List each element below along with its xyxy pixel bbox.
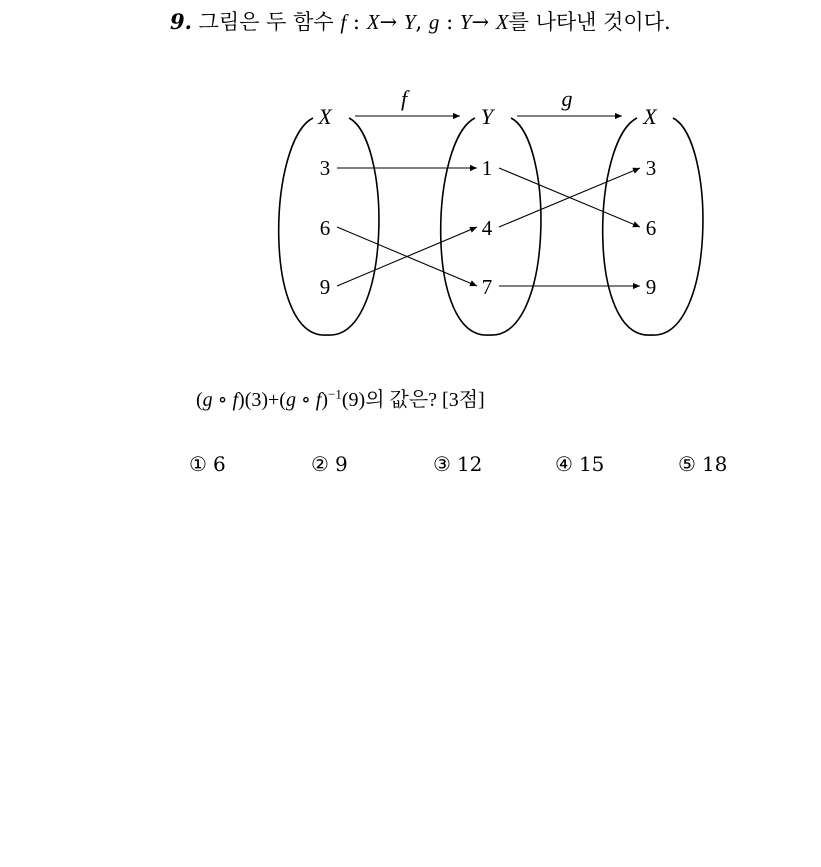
stem-x-1: X (366, 10, 380, 34)
stem-y-1: Y (403, 10, 416, 34)
stem-arrow-2: → (471, 10, 490, 34)
choice-2[interactable] (311, 452, 348, 476)
points-label: [3점] (442, 389, 485, 411)
choice-1-marker: ① (189, 452, 207, 476)
stem-comma: , (415, 10, 423, 34)
set-y-label: Y (480, 104, 494, 129)
expr-f-2: f (315, 389, 322, 411)
choice-3-marker: ③ (433, 452, 451, 476)
question-intro: 그림은 두 함수 (198, 10, 334, 34)
stem-colon-2: : (446, 10, 454, 34)
expr-arg-9: (9) (341, 389, 366, 411)
expr-tail: 의 값은? (365, 389, 438, 411)
stem-g: g (428, 10, 440, 34)
expr-inverse-exponent: −1 (328, 386, 342, 402)
stem-colon-1: : (352, 10, 360, 34)
expr-mid: )(3)+( (238, 389, 286, 411)
expr-g-2: g (285, 389, 296, 411)
expr-f-1: f (232, 389, 239, 411)
choice-2-marker: ② (311, 452, 329, 476)
set-x-left-label: X (318, 104, 332, 129)
x-right-element-9: 9 (645, 275, 657, 299)
set-x-right-label: X (643, 104, 657, 129)
choice-4-marker: ④ (555, 452, 573, 476)
y-element-1: 1 (481, 156, 493, 180)
answer-choices (0, 452, 821, 482)
expr-close: ) (321, 389, 329, 411)
function-f-label: f (400, 86, 408, 111)
choice-5-value: 18 (701, 452, 728, 476)
choice-1-value: 6 (212, 452, 226, 476)
choice-2-value: 9 (334, 452, 348, 476)
question-expression (196, 383, 485, 412)
question-number: 9. (170, 9, 192, 34)
choice-4-value: 15 (578, 452, 605, 476)
x-left-element-6: 6 (319, 216, 331, 240)
x-right-element-3: 3 (645, 156, 657, 180)
stem-y-2: Y (459, 10, 472, 34)
choice-3[interactable] (433, 452, 482, 476)
x-left-element-3: 3 (319, 156, 331, 180)
choice-3-value: 12 (456, 452, 483, 476)
choice-4[interactable] (555, 452, 604, 476)
y-element-7: 7 (481, 275, 493, 299)
expr-compose-1: ∘ (217, 389, 228, 411)
stem-x-2: X (495, 10, 509, 34)
x-right-element-6: 6 (645, 216, 657, 240)
choice-5-marker: ⑤ (678, 452, 696, 476)
stem-f: f (340, 10, 347, 34)
expr-g-1: g (202, 389, 213, 411)
x-left-element-9: 9 (319, 275, 331, 299)
y-element-4: 4 (481, 216, 493, 240)
expr-compose-2: ∘ (300, 389, 311, 411)
stem-arrow-1: → (379, 10, 398, 34)
choice-5[interactable] (678, 452, 727, 476)
choice-1[interactable] (189, 452, 226, 476)
function-g-label: g (561, 86, 573, 111)
expr-open: ( (196, 389, 203, 411)
question-outro: 를 나타낸 것이다. (508, 10, 671, 34)
